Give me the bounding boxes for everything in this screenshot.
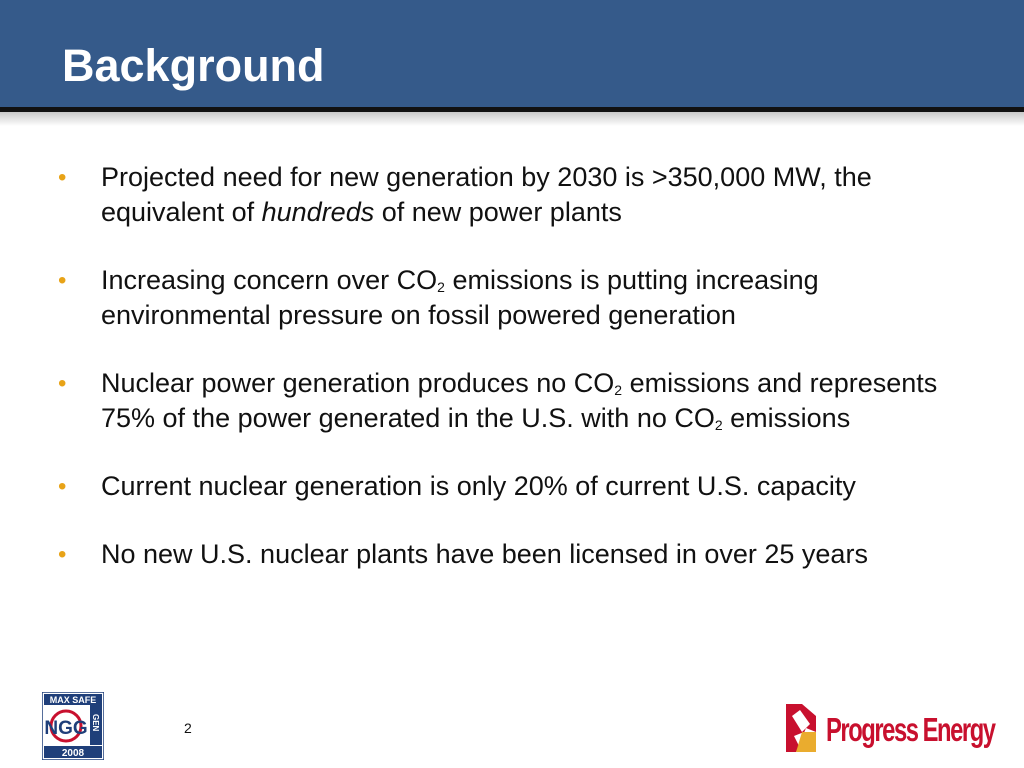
bullet-text: hundreds: [261, 197, 375, 227]
progress-energy-mark-icon: [782, 702, 820, 754]
bullet-dot-icon: •: [58, 541, 67, 568]
bullet-text: of new power plants: [374, 197, 622, 227]
bullet-text: Nuclear power generation produces no CO: [101, 368, 615, 398]
bullet-item: [58, 366, 988, 436]
bullet-text: Increasing concern over CO: [101, 265, 438, 295]
bullet-text: emissions and represents 75% of the power generated in the U.S. with no CO: [101, 368, 938, 433]
bullet-item: [58, 263, 988, 333]
bullet-item: [58, 160, 988, 230]
ngg-logo: [42, 692, 104, 760]
bullet-dot-icon: •: [58, 473, 67, 500]
progress-energy-logo: [782, 702, 994, 756]
page-number: 2: [184, 720, 192, 736]
title-bar: [0, 0, 1024, 107]
ngg-logo-side-text: GEN: [91, 714, 100, 732]
bullet-text: emissions: [722, 403, 851, 433]
subscript-text: 2: [437, 279, 445, 295]
bullet-item: [58, 537, 988, 572]
subscript-text: 2: [714, 417, 723, 433]
bullet-text: Current nuclear generation is only 20% of current U.S. capacity: [101, 471, 856, 501]
bullet-dot-icon: •: [58, 267, 67, 294]
bullet-item: [58, 469, 988, 504]
subscript-text: 2: [614, 382, 623, 398]
bullet-text: Projected need for new generation by 2030 is >350,000 MW, the equivalent of: [101, 162, 872, 227]
ngg-logo-year: 2008: [61, 748, 85, 759]
progress-energy-wordmark: Progress Energy: [826, 711, 995, 748]
bullet-dot-icon: •: [58, 370, 67, 397]
bullet-dot-icon: •: [58, 164, 67, 191]
bullet-text: emissions is putting increasing environmental pressure on fossil powered generation: [101, 265, 819, 330]
slide-title: Background: [62, 40, 325, 91]
bullet-text: No new U.S. nuclear plants have been licensed in over 25 years: [101, 539, 868, 569]
bullet-list: [58, 160, 988, 605]
ngg-logo-main-text: NGG: [44, 718, 88, 739]
title-bar-shadow: [0, 112, 1024, 126]
ngg-logo-top-text: MAX SAFE: [49, 695, 97, 705]
